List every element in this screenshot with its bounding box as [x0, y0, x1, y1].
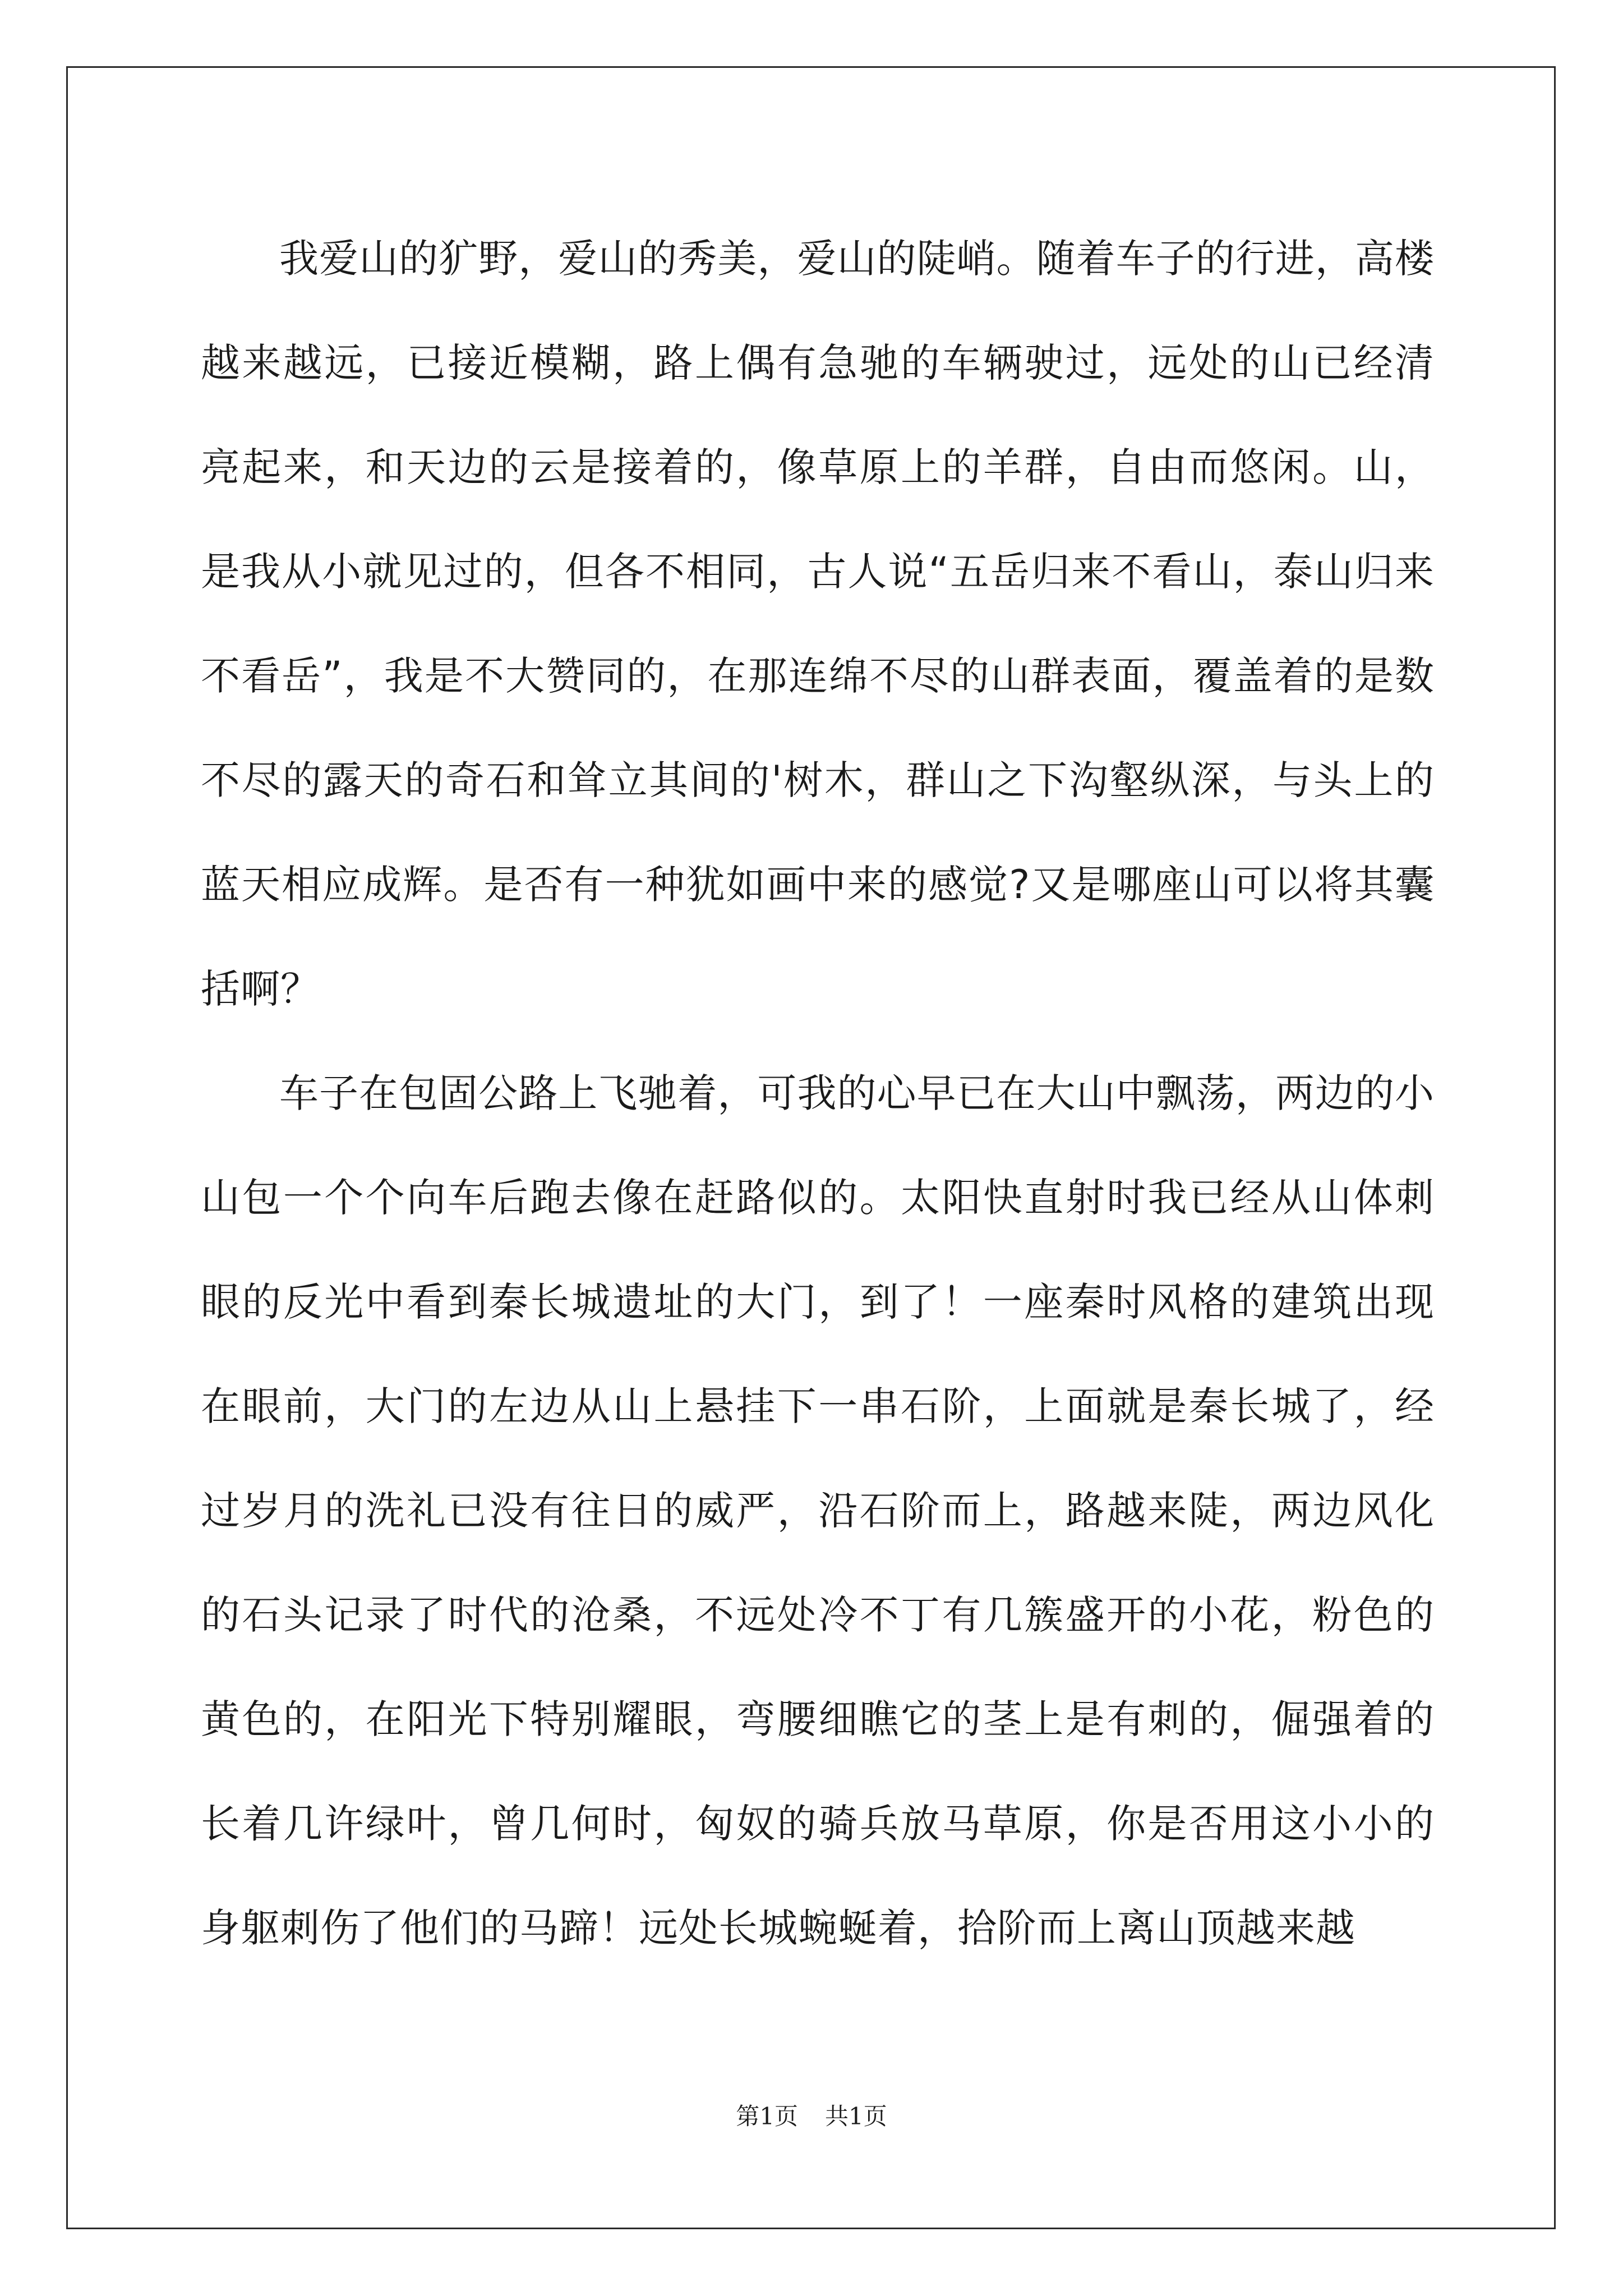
page-total: 共1页: [825, 2102, 887, 2130]
page-number: 第1页: [736, 2102, 798, 2130]
paragraph: 我爱山的犷野，爱山的秀美，爱山的陡峭。随着车子的行进，高楼越来越远，已接近模糊，路上偶有急驰的车辆驶过，远处的山已经清亮起来，和天边的云是接着的，像草原上的羊群，自由而悠闲。山，是我从小就见过的，但各不相同，古人说“五岳归来不看山，泰山归来不看岳”，我是不大赞同的，在那连绵不尽的山群表面，覆盖着的是数不尽的露天的奇石和耸立其间的'树木，群山之下沟壑纵深，与头上的蓝天相应成辉。是否有一种犹如画中来的感觉?又是哪座山可以将其囊括啊？: [201, 236, 1435, 1012]
page-footer: [0, 2098, 1623, 2132]
document-body: [201, 206, 1435, 1980]
paragraph: 车子在包固公路上飞驰着，可我的心早已在大山中飘荡，两边的小山包一个个向车后跑去像在赶路似的。太阳快直射时我已经从山体刺眼的反光中看到秦长城遗址的大门，到了！一座秦时风格的建筑出现在眼前，大门的左边从山上悬挂下一串石阶，上面就是秦长城了，经过岁月的洗礼已没有往日的威严，沿石阶而上，路越来陡，两边风化的石头记录了时代的沧桑，不远处冷不丁有几簇盛开的小花，粉色的黄色的，在阳光下特别耀眼，弯腰细瞧它的茎上是有刺的，倔强着的长着几许绿叶，曾几何时，匈奴的骑兵放马草原，你是否用这小小的身躯刺伤了他们的马蹄！远处长城蜿蜒着，拾阶而上离山顶越来越: [201, 1070, 1435, 1951]
